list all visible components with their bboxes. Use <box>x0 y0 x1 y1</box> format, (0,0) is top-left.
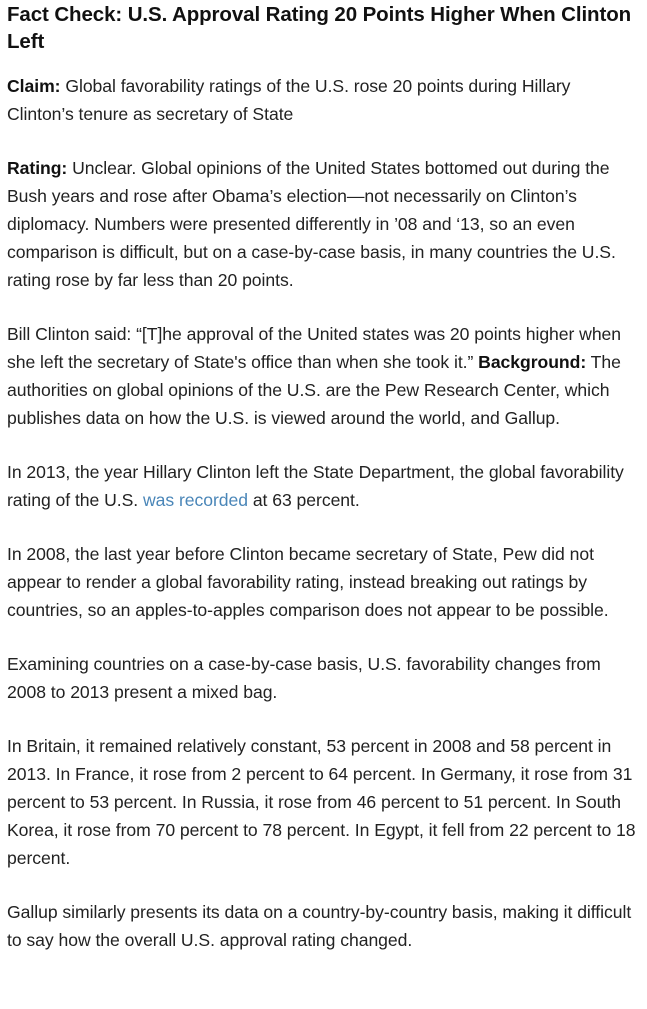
paragraph-2013-after: at 63 percent. <box>247 490 360 510</box>
rating-label: Rating: <box>7 158 68 178</box>
claim-paragraph <box>7 72 639 128</box>
paragraph-2013 <box>7 458 639 514</box>
was-recorded-link[interactable]: was recorded <box>142 490 248 510</box>
country-ratings-paragraph: In Britain, it remained relatively constant, 53 percent in 2008 and 58 percent in 2013. In France, it rose from 2 percent to 64 percent. In Germany, it rose from 31 percent to 53 percent. In Russia, it rose from 46 percent to 51 percent. In South Korea, it rose from 70 percent to 78 percent. In Egypt, it fell from 22 percent to 18 percent. <box>7 736 636 868</box>
rating-paragraph <box>7 154 639 294</box>
rating-text: Unclear. Global opinions of the United States bottomed out during the Bush years and rose after Obama’s election—not necessarily on Clinton’s diplomacy. Numbers were presented differently in ’08 and ‘13, so an even comparison is difficult, but on a case-by-case basis, in many countries the U.S. rating rose by far less than 20 points. <box>7 158 616 290</box>
gallup-paragraph: Gallup similarly presents its data on a country-by-country basis, making it difficult to say how the overall U.S. approval rating changed. <box>7 902 632 950</box>
claim-label: Claim: <box>7 76 61 96</box>
claim-text: Global favorability ratings of the U.S. rose 20 points during Hillary Clinton’s tenure as secretary of State <box>7 76 571 124</box>
background-paragraph <box>7 320 639 432</box>
examining-paragraph: Examining countries on a case-by-case basis, U.S. favorability changes from 2008 to 2013 present a mixed bag. <box>7 654 601 702</box>
bill-clinton-quote: Bill Clinton said: “[T]he approval of the United states was 20 points higher when she left the secretary of State's office than when she took it.” <box>7 324 622 372</box>
background-label: Background: <box>478 352 587 372</box>
article-headline: Fact Check: U.S. Approval Rating 20 Points Higher When Clinton Left <box>7 3 632 53</box>
paragraph-2008: In 2008, the last year before Clinton became secretary of State, Pew did not appear to render a global favorability rating, instead breaking out ratings by countries, so an apples-to-apples comparison does not appear to be possible. <box>7 544 609 620</box>
paragraph-2013-before: In 2013, the year Hillary Clinton left the State Department, the global favorability rating of the U.S. <box>7 462 624 510</box>
background-text: The authorities on global opinions of the U.S. are the Pew Research Center, which publishes data on how the U.S. is viewed around the world, and Gallup. <box>7 352 621 428</box>
